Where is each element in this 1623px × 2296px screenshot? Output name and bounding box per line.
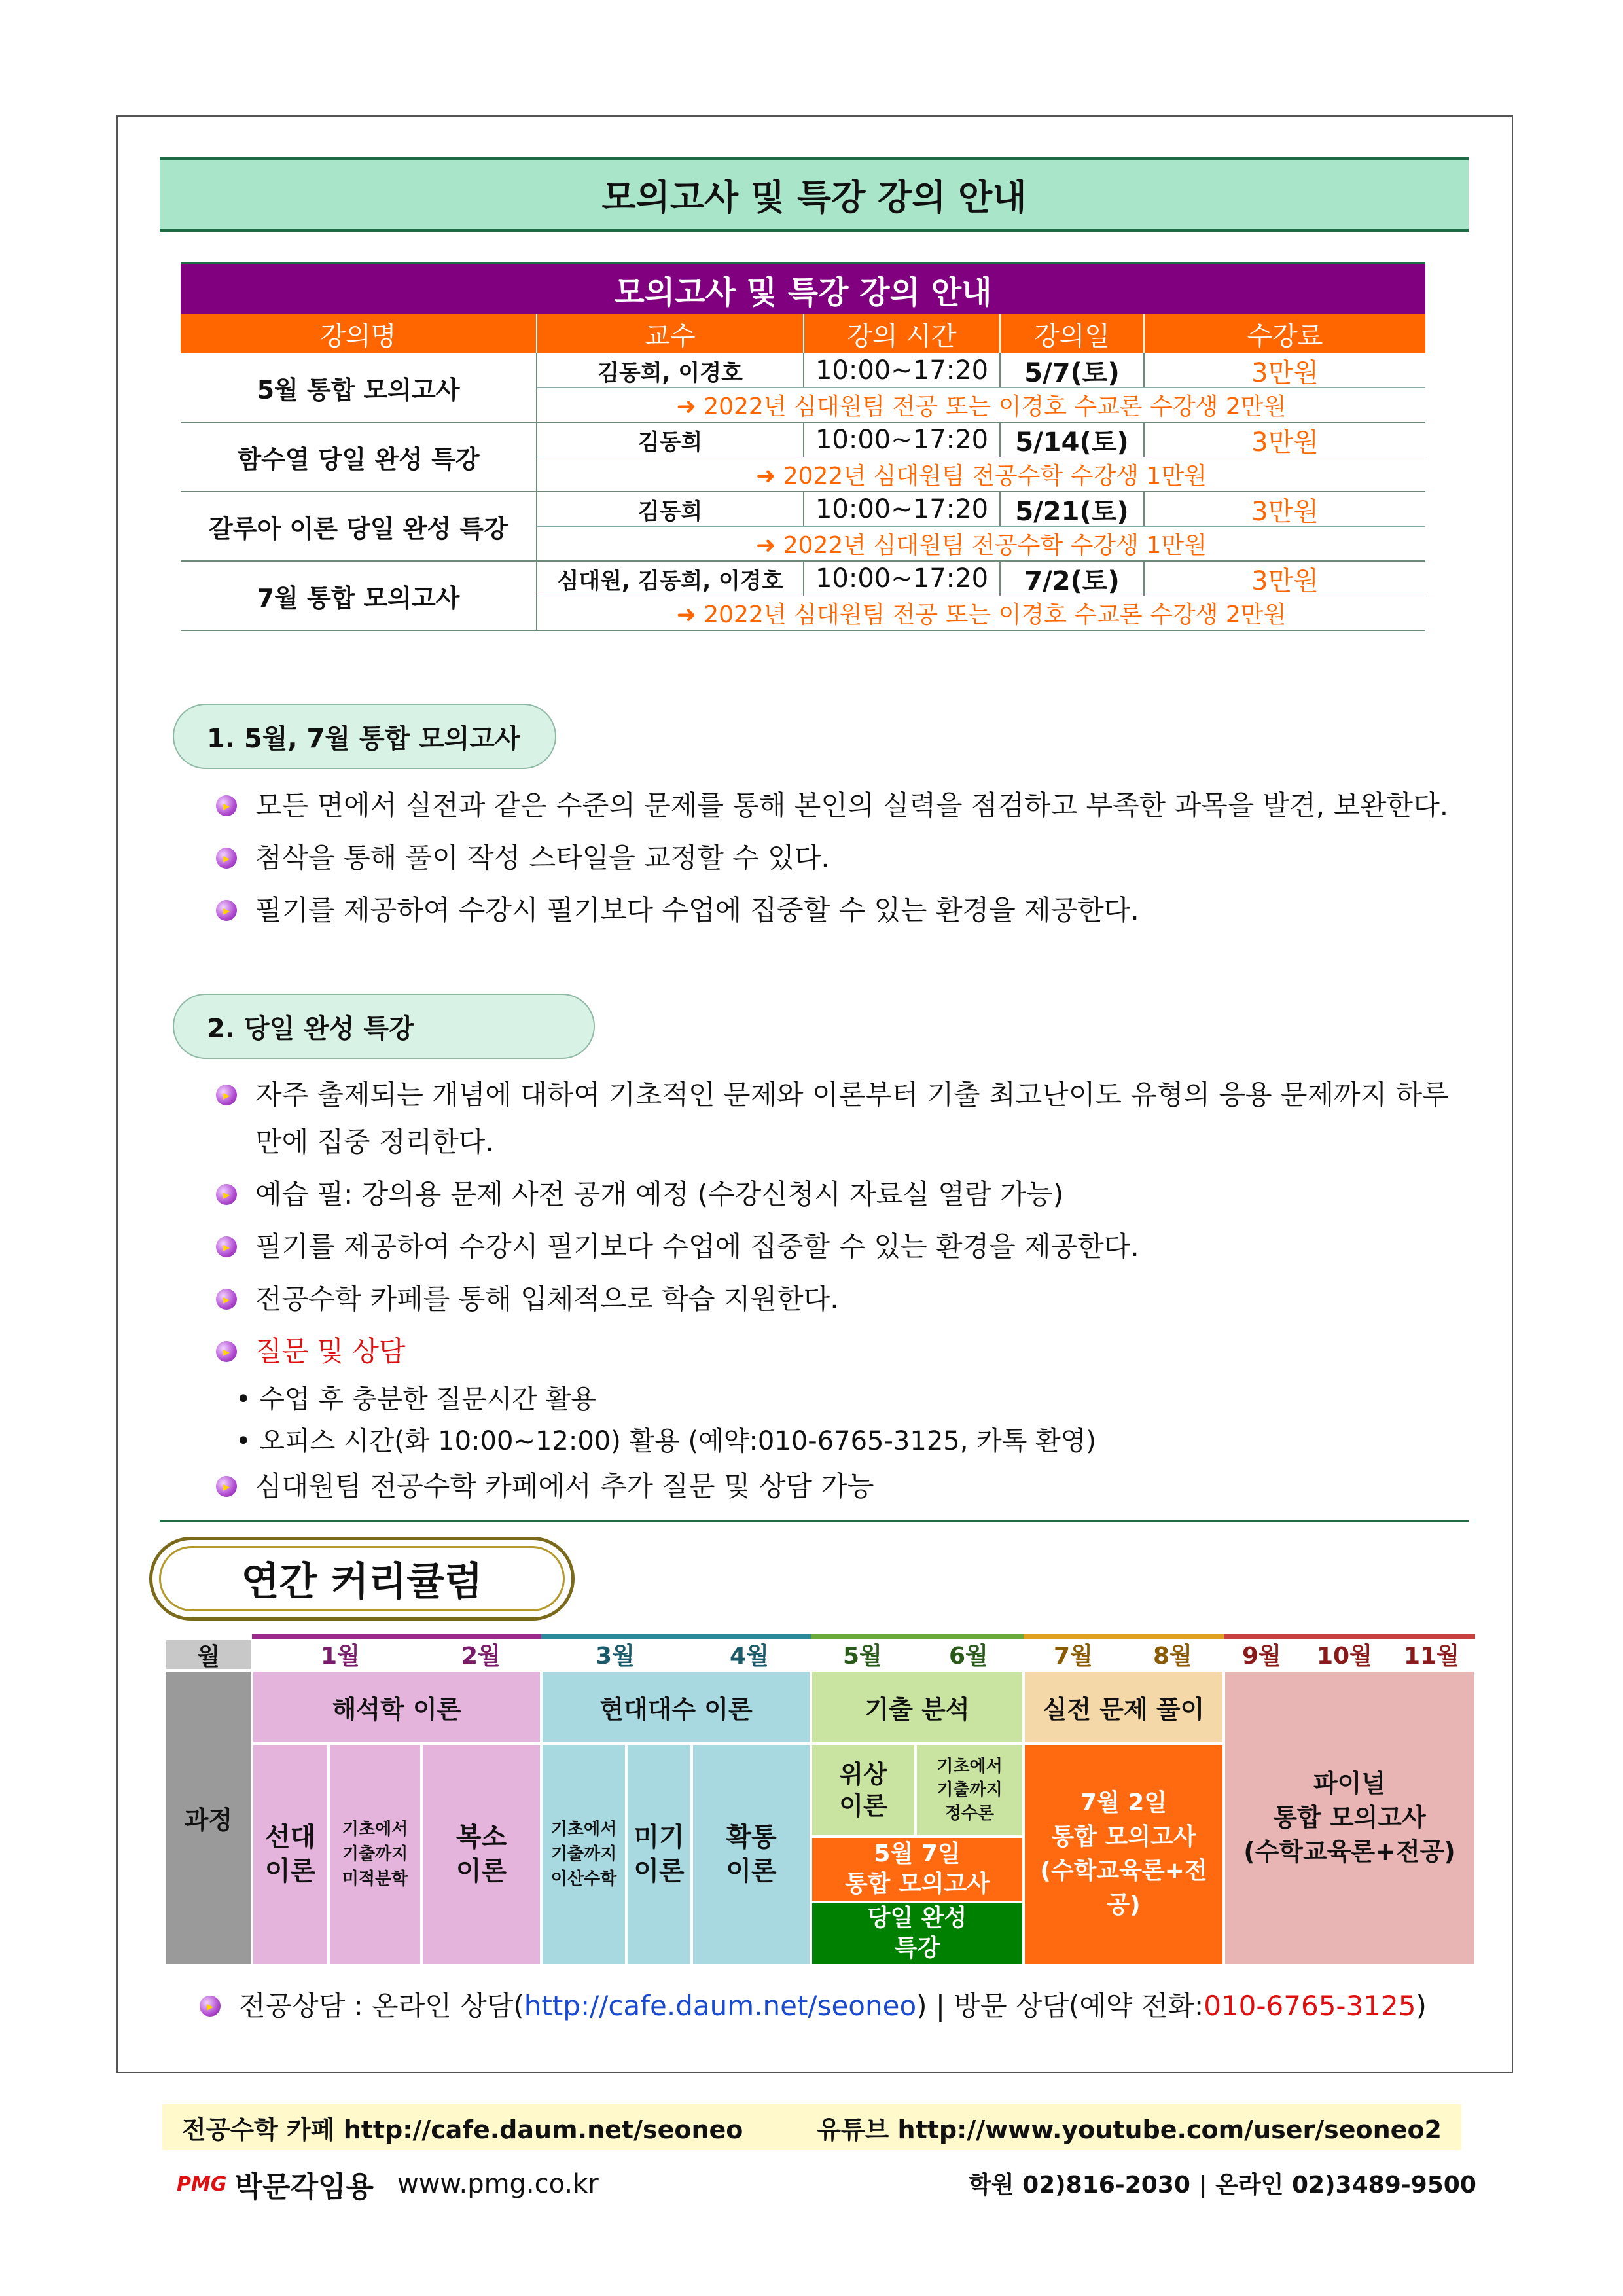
section1-header: 1. 5월, 7월 통합 모의고사 <box>173 704 556 769</box>
footer-links <box>162 2104 1461 2150</box>
row-fee: 3만원 <box>1251 496 1319 527</box>
cell-probability: 확통 이론 <box>692 1744 811 1965</box>
cell-complex: 복소 이론 <box>421 1744 541 1965</box>
section2-bullet-consult: ▸ 질문 및 상담 <box>216 1328 406 1375</box>
header-prof: 교수 <box>537 314 804 353</box>
consult-line <box>200 1983 1427 2029</box>
section1-bullet: ▸ 첨삭을 통해 풀이 작성 스타일을 교정할 수 있다. <box>216 834 830 882</box>
row-name: 5월 통합 모의고사 <box>181 353 537 422</box>
cell-diffgeo: 미기 이론 <box>626 1744 692 1965</box>
consult-phone: 010-6765-3125 <box>1204 1990 1416 2022</box>
header-day: 강의일 <box>1001 314 1145 353</box>
section2-bullet: ▸ 전공수학 카페를 통해 입체적으로 학습 지원한다. <box>216 1276 839 1323</box>
header-name: 강의명 <box>181 314 537 353</box>
footer-logo <box>177 2163 599 2205</box>
month-10: 10월 <box>1317 1642 1372 1670</box>
row-day: 5/14(토) <box>1001 423 1145 457</box>
section2-bullet: ▸ 심대원팀 전공수학 카페에서 추가 질문 및 상담 가능 <box>216 1463 874 1510</box>
table-row <box>181 353 1425 423</box>
header-time: 강의 시간 <box>804 314 1001 353</box>
logo-text: 박문각임용 <box>234 2170 374 2204</box>
consult-sub-item: • 수업 후 충분한 질문시간 활용 <box>236 1384 596 1414</box>
pmg-logo-icon: PMG <box>177 2172 227 2196</box>
month-5: 5월 <box>843 1642 882 1670</box>
month-9: 9월 <box>1242 1642 1281 1670</box>
consult-middle: ) | 방문 상담(예약 전화: <box>916 1990 1204 2022</box>
cell-calculus: 기초에서 기출까지 미적분학 <box>329 1744 421 1965</box>
curriculum-badge <box>149 1537 575 1621</box>
row-prof: 심대원, 김동희, 이경호 <box>537 562 804 596</box>
row-time: 10:00~17:20 <box>804 353 1001 387</box>
bullet-icon: ▸ <box>216 848 237 869</box>
course-label: 과정 <box>165 1670 252 1965</box>
table-row <box>181 492 1425 562</box>
row-note: ➜ 2022년 심대원팀 전공수학 수강생 1만원 <box>756 463 1207 490</box>
row-prof: 김동희, 이경호 <box>537 353 804 387</box>
row-time: 10:00~17:20 <box>804 562 1001 596</box>
group-past-exam: 기출 분석 <box>811 1670 1024 1744</box>
row-fee: 3만원 <box>1251 565 1319 596</box>
row-time: 10:00~17:20 <box>804 492 1001 526</box>
month-label: 월 <box>165 1639 252 1670</box>
row-name: 함수열 당일 완성 특강 <box>181 423 537 491</box>
bullet-icon: ▸ <box>216 795 237 816</box>
cell-linear: 선대 이론 <box>252 1744 329 1965</box>
group-practice: 실전 문제 풀이 <box>1024 1670 1224 1744</box>
row-note: ➜ 2022년 심대원팀 전공 또는 이경호 수교론 수강생 2만원 <box>676 601 1287 628</box>
month-6: 6월 <box>949 1642 988 1670</box>
row-prof: 김동희 <box>537 492 804 526</box>
consult-sub-item: • 오피스 시간(화 10:00~12:00) 활용 (예약:010-6765-3125, 카톡 환영) <box>236 1426 1097 1456</box>
month-bar <box>541 1634 811 1639</box>
section1-bullet: ▸ 모든 면에서 실전과 같은 수준의 문제를 통해 본인의 실력을 점검하고 부족한 과목을 발견, 보완한다. <box>216 782 1448 829</box>
row-time: 10:00~17:20 <box>804 423 1001 457</box>
cell-topology: 위상 이론 <box>811 1744 916 1837</box>
row-fee: 3만원 <box>1251 357 1319 388</box>
bullet-icon: ▸ <box>216 1476 237 1497</box>
month-2: 2월 <box>461 1642 501 1670</box>
row-note: ➜ 2022년 심대원팀 전공 또는 이경호 수교론 수강생 2만원 <box>676 393 1287 420</box>
cell-july-mock: 7월 2일 통합 모의고사 (수학교육론+전공) <box>1024 1744 1224 1965</box>
cell-number-theory: 기초에서 기출까지 정수론 <box>916 1744 1024 1837</box>
bullet-icon: ▸ <box>216 1184 237 1205</box>
table-row <box>181 423 1425 492</box>
month-8: 8월 <box>1153 1642 1192 1670</box>
cafe-link[interactable]: http://cafe.daum.net/seoneo <box>524 1990 917 2022</box>
section2-bullet: ▸ 자주 출제되는 개념에 대하여 기초적인 문제와 이론부터 기출 최고난이도 유형의 응용 문제까지 하루 <box>216 1071 1449 1119</box>
group-analysis: 해석학 이론 <box>252 1670 541 1744</box>
page-title: 모의고사 및 특강 강의 안내 <box>160 157 1469 232</box>
table-row <box>181 562 1425 631</box>
final-mock: 파이널 통합 모의고사 (수학교육론+전공) <box>1224 1670 1475 1965</box>
bullet-icon: ▸ <box>200 1996 221 2017</box>
row-note: ➜ 2022년 심대원팀 전공수학 수강생 1만원 <box>756 532 1207 559</box>
footer-site-link[interactable]: www.pmg.co.kr <box>397 2169 599 2199</box>
month-11: 11월 <box>1404 1642 1459 1670</box>
header-fee: 수강료 <box>1247 321 1323 351</box>
schedule-header <box>181 314 1425 353</box>
schedule-title: 모의고사 및 특강 강의 안내 <box>181 262 1425 314</box>
row-fee: 3만원 <box>1251 427 1319 457</box>
row-day: 7/2(토) <box>1001 562 1145 596</box>
row-name: 7월 통합 모의고사 <box>181 562 537 630</box>
cell-discrete: 기초에서 기출까지 이산수학 <box>541 1744 626 1965</box>
section2-header: 2. 당일 완성 특강 <box>173 994 595 1059</box>
bullet-icon: ▸ <box>216 1341 237 1362</box>
bullet-icon: ▸ <box>216 1236 237 1257</box>
row-prof: 김동희 <box>537 423 804 457</box>
section2-bullet-continuation: 만에 집중 정리한다. <box>255 1126 494 1158</box>
footer-cafe-link[interactable]: 전공수학 카페 http://cafe.daum.net/seoneo <box>182 2115 743 2144</box>
month-3: 3월 <box>596 1642 635 1670</box>
cell-oneday-lecture: 당일 완성 특강 <box>811 1902 1024 1965</box>
bullet-icon: ▸ <box>216 1289 237 1310</box>
month-7: 7월 <box>1054 1642 1093 1670</box>
row-name: 갈루아 이론 당일 완성 특강 <box>181 492 537 560</box>
bullet-icon: ▸ <box>216 900 237 921</box>
schedule-table <box>181 262 1425 631</box>
group-algebra: 현대대수 이론 <box>541 1670 811 1744</box>
consult-prefix: 전공상담 : 온라인 상담( <box>239 1990 524 2022</box>
row-day: 5/7(토) <box>1001 353 1145 387</box>
section1-bullet: ▸ 필기를 제공하여 수강시 필기보다 수업에 집중할 수 있는 환경을 제공한다. <box>216 887 1139 934</box>
curriculum-title: 연간 커리큘럼 <box>159 1546 565 1611</box>
footer-youtube-link[interactable]: 유튜브 http://www.youtube.com/user/seoneo2 <box>817 2115 1442 2144</box>
bullet-icon: ▸ <box>216 1085 237 1105</box>
month-1: 1월 <box>321 1642 360 1670</box>
consult-suffix: ) <box>1416 1990 1427 2022</box>
section2-bullet: ▸ 필기를 제공하여 수강시 필기보다 수업에 집중할 수 있는 환경을 제공한다. <box>216 1223 1139 1270</box>
cell-may-mock: 5월 7일 통합 모의고사 <box>811 1837 1024 1902</box>
footer-contact: 학원 02)816-2030 | 온라인 02)3489-9500 <box>969 2172 1476 2198</box>
section2-bullet: ▸ 예습 필: 강의용 문제 사전 공개 예정 (수강신청시 자료실 열람 가능) <box>216 1171 1063 1218</box>
month-4: 4월 <box>730 1642 769 1670</box>
section-divider <box>160 1520 1469 1522</box>
row-day: 5/21(토) <box>1001 492 1145 526</box>
